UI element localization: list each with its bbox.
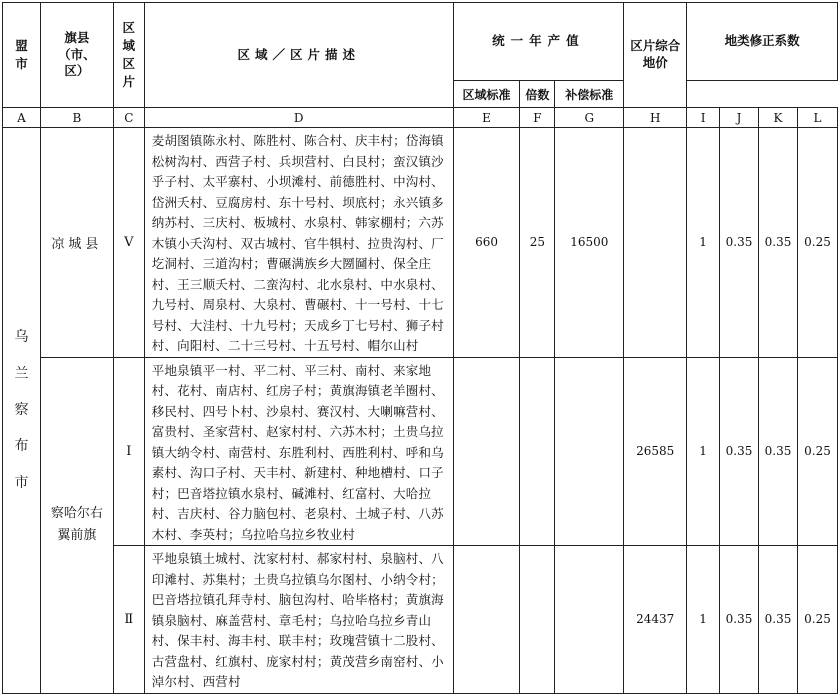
col-letter-l: L: [797, 108, 837, 128]
forest-coeff-cell: 0.35: [759, 128, 798, 358]
col-letter-b: B: [40, 108, 113, 128]
table-row: [3, 546, 838, 694]
multiple-cell: [520, 357, 555, 546]
cropland-coeff-cell: 1: [687, 128, 720, 358]
col-letter-h: H: [624, 108, 687, 128]
col-letter-i: I: [687, 108, 720, 128]
zone-cell: Ⅱ: [113, 546, 144, 694]
compensation-standard-cell: 16500: [555, 128, 624, 358]
forest-coeff-cell: 0.35: [759, 357, 798, 546]
header-zone-description: 区域／区片描述: [144, 3, 453, 108]
regional-standard-cell: [453, 357, 520, 546]
col-letter-e: E: [453, 108, 520, 128]
header-land-correction-coeff: 地类修正系数: [687, 3, 838, 81]
header-league-city: 盟市: [3, 3, 41, 108]
composite-price-cell: [624, 128, 687, 358]
col-letter-g: G: [555, 108, 624, 128]
composite-price-cell: 24437: [624, 546, 687, 694]
compensation-standard-cell: [555, 357, 624, 546]
header-region-zone: 区域区片: [113, 3, 144, 108]
table-row: [3, 357, 838, 546]
grassland-coeff-cell: 0.25: [797, 128, 837, 358]
orchard-coeff-cell: 0.35: [720, 128, 759, 358]
regional-standard-cell: [453, 546, 520, 694]
header-compensation-standard: 补偿标准: [555, 81, 624, 108]
column-letter-row: [3, 108, 838, 128]
cropland-coeff-cell: 1: [687, 357, 720, 546]
league-cell: 乌兰察布市: [3, 128, 41, 694]
header-composite-land-price: 区片综合地价: [624, 3, 687, 108]
compensation-standard-cell: [555, 546, 624, 694]
header-banner-county: 旗县（市、区）: [40, 3, 113, 108]
header-multiple: 倍数: [520, 81, 555, 108]
header-unified-annual-output: 统一年产值: [453, 3, 624, 81]
zone-cell: Ⅴ: [113, 128, 144, 358]
header-row-1: [3, 3, 838, 81]
grassland-coeff-cell: 0.25: [797, 357, 837, 546]
orchard-coeff-cell: 0.35: [720, 546, 759, 694]
description-cell: 平地泉镇平一村、平二村、平三村、南村、来家地村、花村、南店村、红房子村；黄旗海镇老羊圈村、移民村、四号卜村、沙泉村、赛汉村、大喇嘛营村、富贵村、圣家营村、赵家村村、六苏木村；土贵乌拉镇大纳令村、南营村、东胜利村、西胜利村、呼和乌素村、沟口子村、天丰村、新建村、种地槽村、口子村；巴音塔拉镇水泉村、碱滩村、红富村、大哈拉村、吉庆村、谷力脑包村、老泉村、土城子村、八苏木村、李英村；乌拉哈乌拉乡牧业村: [144, 357, 453, 546]
land-price-table: [2, 2, 838, 694]
header-regional-standard: 区域标准: [453, 81, 520, 108]
zone-cell: Ⅰ: [113, 357, 144, 546]
regional-standard-cell: 660: [453, 128, 520, 358]
county-cell: 凉城县: [40, 128, 113, 358]
county-cell: 察哈尔右翼前旗: [40, 357, 113, 693]
col-letter-f: F: [520, 108, 555, 128]
orchard-coeff-cell: 0.35: [720, 357, 759, 546]
col-letter-j: J: [720, 108, 759, 128]
col-letter-d: D: [144, 108, 453, 128]
col-letter-c: C: [113, 108, 144, 128]
cropland-coeff-cell: 1: [687, 546, 720, 694]
forest-coeff-cell: 0.35: [759, 546, 798, 694]
composite-price-cell: 26585: [624, 357, 687, 546]
multiple-cell: [520, 546, 555, 694]
table-row: [3, 128, 838, 358]
col-letter-a: A: [3, 108, 41, 128]
grassland-coeff-cell: 0.25: [797, 546, 837, 694]
multiple-cell: 25: [520, 128, 555, 358]
description-cell: 麦胡图镇陈永村、陈胜村、陈合村、庆丰村；岱海镇松树沟村、西营子村、兵坝营村、白艮村；蛮汉镇沙乎子村、太平寨村、小坝滩村、前德胜村、中沟村、岱洲夭村、豆腐房村、东十号村、坝底村；永兴镇多纳苏村、三庆村、板城村、水泉村、韩家棚村；六苏木镇小夭沟村、双古城村、官牛犋村、拉贵沟村、厂圪洞村、三道沟村；曹碾满族乡大圐圙村、保全庄村、王三顺夭村、二蛮沟村、北水泉村、中水泉村、九号村、周泉村、大泉村、曹碾村、十一号村、十七号村、大洼村、十九号村；天成乡丁七号村、狮子村村、向阳村、二十三号村、十五号村、帽尔山村: [144, 128, 453, 358]
col-letter-k: K: [759, 108, 798, 128]
description-cell: 平地泉镇土城村、沈家村村、郝家村村、泉脑村、八印滩村、苏集村；土贵乌拉镇乌尔图村、小纳令村；巴音塔拉镇孔拜寺村、脑包沟村、哈毕格村；黄旗海镇泉脑村、麻盖营村、章毛村；乌拉哈乌拉乡青山村、保丰村、海丰村、联丰村；玫瑰营镇十二股村、古营盘村、红旗村、庞家村村；黄茂营乡南窑村、小淖尔村、西营村: [144, 546, 453, 694]
